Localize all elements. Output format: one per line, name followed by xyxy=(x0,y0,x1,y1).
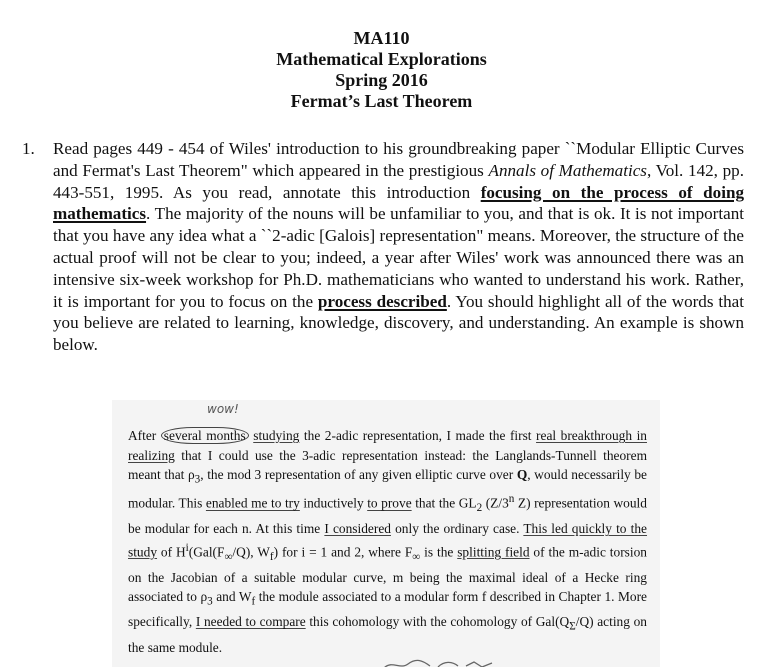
excerpt-part: only the ordinary case. xyxy=(390,521,524,537)
question-text-part: Read pages 449 - 454 of Wiles' introduction to his groundbreaking paper ``Modular Elliptic Curves and Fermat's Last Theorem" which appeared in the prestigious xyxy=(53,139,744,180)
excerpt-part: the 2-adic representation, I made the first xyxy=(299,428,537,443)
excerpt-part: and W xyxy=(212,589,252,605)
subscript: Σ xyxy=(569,621,576,634)
excerpt-part: this cohomology with the cohomology of Gal(Q xyxy=(305,614,570,630)
excerpt-part: /Q) acting on the same module. xyxy=(128,614,647,655)
circled-phrase: several months xyxy=(161,427,249,444)
journal-name: Annals of Mathematics xyxy=(488,160,647,180)
question-text-part: , Vol. 142, pp. 443-551, 1995. As you read, annotate this introduction xyxy=(53,160,744,202)
term: Spring 2016 xyxy=(335,70,428,90)
underlined-phrase: splitting field xyxy=(457,544,530,560)
excerpt-part: the module associated to a modular form f described in Chapter 1. More specifically, xyxy=(128,589,647,630)
excerpt-part: inductively xyxy=(299,495,368,511)
question-text xyxy=(53,138,744,356)
excerpt-part: /Q), W xyxy=(232,544,270,560)
course-code: MA110 xyxy=(353,28,410,48)
excerpt-part: (Z/3 xyxy=(482,495,509,511)
question-text-part: . You should highlight all of the words that you believe are related to learning, knowledge, discovery, and understanding. An example is shown below. xyxy=(53,291,744,355)
subscript: f xyxy=(269,550,274,563)
subscript: 3 xyxy=(207,595,213,608)
course-title: Mathematical Explorations xyxy=(276,49,487,69)
superscript: n xyxy=(508,493,515,506)
excerpt-part: , the mod 3 representation of any given elliptic curve over xyxy=(200,467,517,483)
excerpt-text xyxy=(128,426,647,657)
excerpt-part: of H xyxy=(157,544,186,560)
underlined-phrase: enabled me to try xyxy=(205,495,300,511)
annotated-excerpt-image xyxy=(112,400,660,667)
excerpt-part: Z) representation would be modular for each n. At this time xyxy=(128,495,647,537)
underlined-phrase: I needed to compare xyxy=(195,614,306,630)
topic-title: Fermat’s Last Theorem xyxy=(290,91,473,111)
underlined-phrase: I considered xyxy=(324,521,391,537)
question-1 xyxy=(22,138,744,356)
excerpt-part: After xyxy=(128,428,161,443)
bold-symbol: Q xyxy=(516,467,528,483)
excerpt-part: ) for i = 1 and 2, where F xyxy=(273,544,413,560)
document-header xyxy=(0,28,763,112)
underlined-phrase: studying xyxy=(253,428,300,443)
excerpt-part: , would necessarily be modular. This xyxy=(128,467,647,511)
subscript: f xyxy=(251,595,256,608)
subscript: 2 xyxy=(476,502,483,515)
focus-emphasis: focusing on the process of doing mathematics xyxy=(53,182,744,224)
subscript: ∞ xyxy=(224,550,233,563)
excerpt-part: of the m-adic torsion on the Jacobian of a suitable modular curve, m being the maximal ideal of a Hecke ring associated to ρ xyxy=(128,544,647,605)
process-emphasis: process described xyxy=(317,291,447,311)
underlined-phrase: This led quickly to the study xyxy=(128,521,648,560)
excerpt-part: (Gal(F xyxy=(188,544,225,560)
underlined-phrase: real breakthrough in realizing xyxy=(128,428,647,463)
superscript: i xyxy=(185,541,189,554)
subscript: ∞ xyxy=(412,550,421,563)
question-number: 1. xyxy=(22,139,35,158)
excerpt-part: that I could use the 3-adic representation instead: the Langlands-Tunnell theorem meant that ρ xyxy=(128,447,647,483)
excerpt-part: that the GL xyxy=(411,495,477,511)
underlined-phrase: to prove xyxy=(367,495,412,511)
handwriting-scribble xyxy=(382,658,502,667)
handwritten-annotation: wow! xyxy=(207,402,239,416)
question-text-part: . The majority of the nouns will be unfamiliar to you, and that is ok. It is not important that you have any idea what a ``2-adic [Galois] representation" means. Moreover, the structure of the actual proof will not be clear to you; indeed, a year after Wiles' work was announced there was an intensive six-week workshop for Ph.D. mathematicians who wanted to understand his work. Rather, it is important for you to focus on the xyxy=(53,204,744,311)
excerpt-part: is the xyxy=(420,544,458,560)
subscript: 3 xyxy=(194,473,201,486)
